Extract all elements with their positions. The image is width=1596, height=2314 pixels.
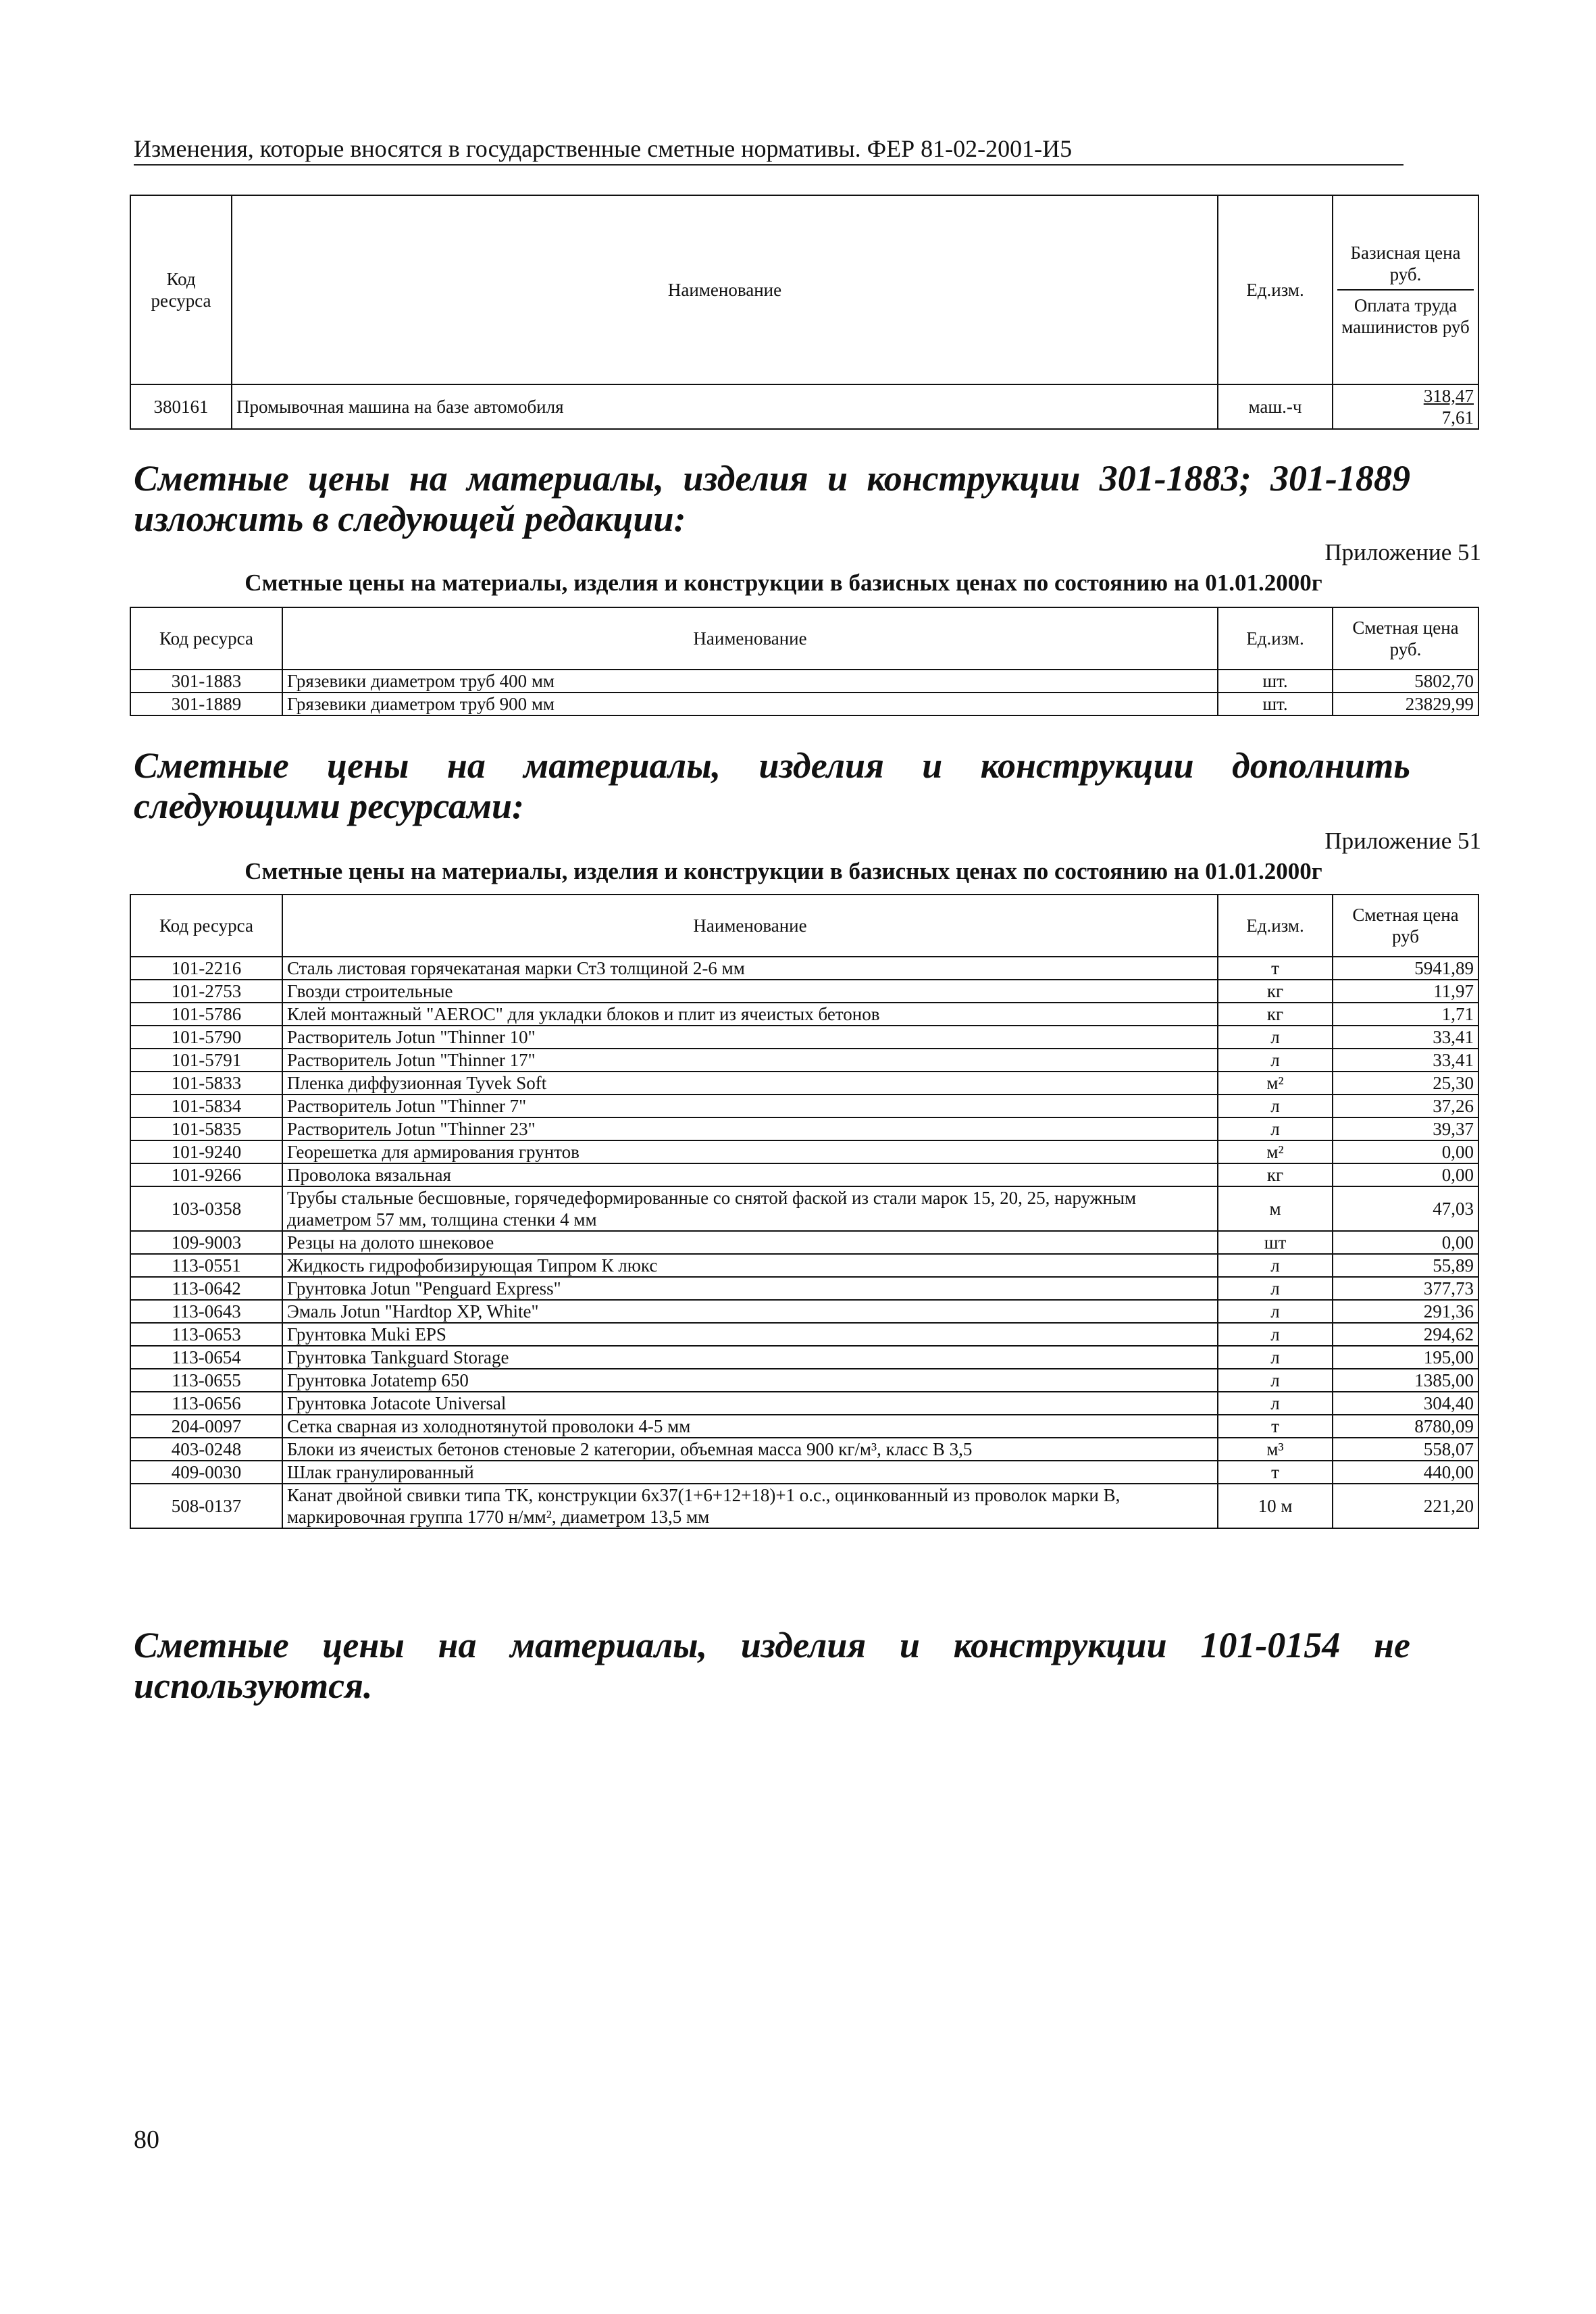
cell-name: Грунтовка Jotun "Penguard Express" xyxy=(282,1277,1218,1300)
cell-code: 101-5791 xyxy=(130,1049,282,1072)
cell-unit: м³ xyxy=(1218,1438,1333,1461)
cell-code: 113-0643 xyxy=(130,1300,282,1323)
cell-code: 113-0653 xyxy=(130,1323,282,1346)
table-row xyxy=(130,1003,1478,1026)
instr-word: цены xyxy=(322,1625,405,1665)
cell-name: Грунтовка Jotacote Universal xyxy=(282,1392,1218,1415)
table-row xyxy=(130,1346,1478,1369)
cell-price: 377,73 xyxy=(1333,1277,1478,1300)
cell-unit: м² xyxy=(1218,1072,1333,1095)
header-divider xyxy=(1337,289,1474,291)
col-header-code: Код ресурса xyxy=(130,895,282,957)
table-row xyxy=(130,1231,1478,1254)
instr-word: конструкции xyxy=(953,1625,1167,1665)
instr-word: и xyxy=(827,458,848,499)
table-row xyxy=(130,670,1478,693)
instr-word: и xyxy=(922,745,943,786)
cell-name: Сталь листовая горячекатаная марки Ст3 толщиной 2-6 мм xyxy=(282,957,1218,980)
table-row xyxy=(130,384,1478,429)
cell-name: Грязевики диаметром труб 900 мм xyxy=(282,693,1218,715)
cell-code: 101-5835 xyxy=(130,1117,282,1140)
table-row xyxy=(130,1140,1478,1163)
page-number: 80 xyxy=(134,2126,159,2154)
instr-word: Сметные xyxy=(134,1625,289,1665)
instr-line-2: используются. xyxy=(134,1665,373,1706)
table-row xyxy=(130,1484,1478,1528)
cell-code: 109-9003 xyxy=(130,1231,282,1254)
col-header-operator-wage: Оплата труда машинистов руб xyxy=(1341,295,1470,337)
cell-price xyxy=(1333,384,1478,429)
cell-name: Проволока вязальная xyxy=(282,1163,1218,1186)
cell-code: 380161 xyxy=(130,384,232,429)
table-row xyxy=(130,1323,1478,1346)
cell-code: 409-0030 xyxy=(130,1461,282,1484)
cell-unit: шт. xyxy=(1218,670,1333,693)
cell-code: 301-1889 xyxy=(130,693,282,715)
cell-price: 47,03 xyxy=(1333,1186,1478,1231)
instr-word: материалы, xyxy=(467,458,665,499)
cell-unit: л xyxy=(1218,1277,1333,1300)
table-row xyxy=(130,1277,1478,1300)
cell-price: 8780,09 xyxy=(1333,1415,1478,1438)
cell-name: Эмаль Jotun "Hardtop XP, White" xyxy=(282,1300,1218,1323)
cell-name: Канат двойной свивки типа ТК, конструкции 6х37(1+6+12+18)+1 о.с., оцинкованный из проволок марки В, маркировочная группа 1770 н/мм², диаметром 13,5 мм xyxy=(282,1484,1218,1528)
cell-code: 101-9266 xyxy=(130,1163,282,1186)
cell-name: Растворитель Jotun "Thinner 7" xyxy=(282,1095,1218,1117)
instr-word: цены xyxy=(308,458,390,499)
instr-word: Сметные xyxy=(134,745,289,786)
col-header-name: Наименование xyxy=(282,607,1218,670)
table-body xyxy=(130,957,1478,1528)
cell-price: 291,36 xyxy=(1333,1300,1478,1323)
col-header-code: Код ресурса xyxy=(130,195,232,384)
cell-code: 113-0642 xyxy=(130,1277,282,1300)
cell-code: 113-0655 xyxy=(130,1369,282,1392)
cell-name: Жидкость гидрофобизирующая Типром К люкс xyxy=(282,1254,1218,1277)
cell-unit: т xyxy=(1218,957,1333,980)
cell-name: Грунтовка Tankguard Storage xyxy=(282,1346,1218,1369)
cell-price: 37,26 xyxy=(1333,1095,1478,1117)
cell-unit: т xyxy=(1218,1461,1333,1484)
col-header-name: Наименование xyxy=(282,895,1218,957)
instr-line-2: следующими ресурсами: xyxy=(134,786,524,826)
col-header-unit: Ед.изм. xyxy=(1218,195,1333,384)
cell-name: Пленка диффузионная Tyvek Soft xyxy=(282,1072,1218,1095)
table-row xyxy=(130,1026,1478,1049)
col-header-price: Сметная цена руб xyxy=(1333,895,1478,957)
cell-price: 33,41 xyxy=(1333,1049,1478,1072)
cell-code: 301-1883 xyxy=(130,670,282,693)
cell-price: 0,00 xyxy=(1333,1140,1478,1163)
table-row xyxy=(130,1369,1478,1392)
cell-price: 440,00 xyxy=(1333,1461,1478,1484)
col-header-price xyxy=(1333,195,1478,384)
cell-price: 11,97 xyxy=(1333,980,1478,1003)
cell-price: 1,71 xyxy=(1333,1003,1478,1026)
table-row xyxy=(130,1163,1478,1186)
cell-unit: кг xyxy=(1218,1003,1333,1026)
instr-word: дополнить xyxy=(1232,745,1410,786)
col-header-unit: Ед.изм. xyxy=(1218,895,1333,957)
cell-unit: маш.-ч xyxy=(1218,384,1333,429)
cell-unit: м xyxy=(1218,1186,1333,1231)
table-row xyxy=(130,1186,1478,1231)
cell-unit: л xyxy=(1218,1117,1333,1140)
cell-code: 113-0551 xyxy=(130,1254,282,1277)
cell-price: 294,62 xyxy=(1333,1323,1478,1346)
table-row xyxy=(130,980,1478,1003)
table-caption-2: Сметные цены на материалы, изделия и конструкции в базисных ценах по состоянию на 01.01.2000г xyxy=(244,858,1322,884)
cell-price: 1385,00 xyxy=(1333,1369,1478,1392)
cell-price: 5941,89 xyxy=(1333,957,1478,980)
cell-unit: л xyxy=(1218,1095,1333,1117)
machine-price-table xyxy=(130,195,1479,430)
cell-code: 101-9240 xyxy=(130,1140,282,1163)
cell-unit: кг xyxy=(1218,980,1333,1003)
appendix-label-2: Приложение 51 xyxy=(1324,828,1481,854)
cell-code: 113-0656 xyxy=(130,1392,282,1415)
cell-name: Грунтовка Muki EPS xyxy=(282,1323,1218,1346)
instr-word: цены xyxy=(327,745,409,786)
instr-word: 101-0154 xyxy=(1200,1625,1341,1665)
cell-unit: л xyxy=(1218,1323,1333,1346)
instr-word: изделия xyxy=(683,458,808,499)
cell-code: 113-0654 xyxy=(130,1346,282,1369)
cell-price: 33,41 xyxy=(1333,1026,1478,1049)
instr-word: изделия xyxy=(740,1625,867,1665)
cell-unit: 10 м xyxy=(1218,1484,1333,1528)
instr-word: конструкции xyxy=(980,745,1194,786)
cell-code: 103-0358 xyxy=(130,1186,282,1231)
cell-operator-wage: 7,61 xyxy=(1441,407,1474,428)
cell-name: Грязевики диаметром труб 400 мм xyxy=(282,670,1218,693)
cell-code: 101-5834 xyxy=(130,1095,282,1117)
cell-price: 0,00 xyxy=(1333,1231,1478,1254)
price-table-added xyxy=(130,894,1479,1529)
table-row xyxy=(130,1415,1478,1438)
cell-price: 0,00 xyxy=(1333,1163,1478,1186)
instr-word: 301-1883; xyxy=(1099,458,1252,499)
cell-base-price: 318,47 xyxy=(1423,386,1474,406)
cell-code: 101-2753 xyxy=(130,980,282,1003)
table-caption-1: Сметные цены на материалы, изделия и конструкции в базисных ценах по состоянию на 01.01.2000г xyxy=(244,570,1322,596)
instr-word: не xyxy=(1373,1625,1410,1665)
cell-name: Сетка сварная из холоднотянутой проволоки 4-5 мм xyxy=(282,1415,1218,1438)
cell-unit: л xyxy=(1218,1254,1333,1277)
col-header-price: Сметная цена руб. xyxy=(1333,607,1478,670)
cell-name: Клей монтажный "AEROC" для укладки блоков и плит из ячеистых бетонов xyxy=(282,1003,1218,1026)
cell-code: 508-0137 xyxy=(130,1484,282,1528)
cell-name: Промывочная машина на базе автомобиля xyxy=(232,384,1218,429)
cell-unit: л xyxy=(1218,1049,1333,1072)
table-row xyxy=(130,693,1478,715)
col-header-unit: Ед.изм. xyxy=(1218,607,1333,670)
cell-unit: л xyxy=(1218,1026,1333,1049)
cell-name: Растворитель Jotun "Thinner 23" xyxy=(282,1117,1218,1140)
table-row xyxy=(130,1072,1478,1095)
table-row xyxy=(130,1392,1478,1415)
cell-unit: т xyxy=(1218,1415,1333,1438)
cell-name: Блоки из ячеистых бетонов стеновые 2 категории, объемная масса 900 кг/м³, класс В 3,5 xyxy=(282,1438,1218,1461)
cell-code: 101-5790 xyxy=(130,1026,282,1049)
cell-price: 304,40 xyxy=(1333,1392,1478,1415)
cell-price: 25,30 xyxy=(1333,1072,1478,1095)
appendix-label-1: Приложение 51 xyxy=(1324,539,1481,565)
cell-code: 101-5833 xyxy=(130,1072,282,1095)
instr-word: на xyxy=(409,458,448,499)
cell-unit: шт xyxy=(1218,1231,1333,1254)
cell-name: Растворитель Jotun "Thinner 10" xyxy=(282,1026,1218,1049)
cell-name: Георешетка для армирования грунтов xyxy=(282,1140,1218,1163)
instr-word: Сметные xyxy=(134,458,289,499)
cell-unit: л xyxy=(1218,1346,1333,1369)
cell-name: Трубы стальные бесшовные, горячедеформированные со снятой фаской из стали марок 15, 20, 25, наружным диаметром 57 мм, толщина стенки 4 мм xyxy=(282,1186,1218,1231)
cell-price: 23829,99 xyxy=(1333,693,1478,715)
table-row xyxy=(130,957,1478,980)
instr-word: на xyxy=(438,1625,477,1665)
col-header-base-price: Базисная цена руб. xyxy=(1350,243,1461,284)
cell-name: Гвозди строительные xyxy=(282,980,1218,1003)
instruction-block-2 xyxy=(134,745,1410,826)
table-row xyxy=(130,1461,1478,1484)
price-table-replaced xyxy=(130,607,1479,716)
instr-word: на xyxy=(446,745,486,786)
instr-word: конструкции xyxy=(867,458,1081,499)
cell-unit: м² xyxy=(1218,1140,1333,1163)
cell-price: 5802,70 xyxy=(1333,670,1478,693)
table-row xyxy=(130,1254,1478,1277)
cell-name: Грунтовка Jotatemp 650 xyxy=(282,1369,1218,1392)
table-row xyxy=(130,1049,1478,1072)
instruction-block-3 xyxy=(134,1625,1410,1706)
cell-unit: л xyxy=(1218,1300,1333,1323)
col-header-name: Наименование xyxy=(232,195,1218,384)
cell-code: 101-5786 xyxy=(130,1003,282,1026)
cell-unit: шт. xyxy=(1218,693,1333,715)
col-header-code: Код ресурса xyxy=(130,607,282,670)
instr-word: материалы, xyxy=(510,1625,708,1665)
instruction-block-1 xyxy=(134,458,1410,539)
running-header: Изменения, которые вносятся в государственные сметные нормативы. ФЕР 81-02-2001-И5 xyxy=(134,135,1073,162)
cell-name: Шлак гранулированный xyxy=(282,1461,1218,1484)
cell-unit: кг xyxy=(1218,1163,1333,1186)
instr-word: 301-1889 xyxy=(1270,458,1410,499)
table-row xyxy=(130,1095,1478,1117)
cell-price: 195,00 xyxy=(1333,1346,1478,1369)
table-row xyxy=(130,1300,1478,1323)
table-row xyxy=(130,1438,1478,1461)
cell-price: 221,20 xyxy=(1333,1484,1478,1528)
cell-code: 101-2216 xyxy=(130,957,282,980)
cell-price: 39,37 xyxy=(1333,1117,1478,1140)
cell-name: Резцы на долото шнековое xyxy=(282,1231,1218,1254)
instr-word: материалы, xyxy=(523,745,721,786)
instr-word: изделия xyxy=(758,745,884,786)
cell-price: 55,89 xyxy=(1333,1254,1478,1277)
cell-code: 403-0248 xyxy=(130,1438,282,1461)
table-row xyxy=(130,1117,1478,1140)
cell-code: 204-0097 xyxy=(130,1415,282,1438)
cell-price: 558,07 xyxy=(1333,1438,1478,1461)
header-rule xyxy=(134,164,1404,166)
cell-unit: л xyxy=(1218,1392,1333,1415)
cell-name: Растворитель Jotun "Thinner 17" xyxy=(282,1049,1218,1072)
cell-unit: л xyxy=(1218,1369,1333,1392)
instr-word: и xyxy=(899,1625,920,1665)
instr-line-2: изложить в следующей редакции: xyxy=(134,499,686,539)
